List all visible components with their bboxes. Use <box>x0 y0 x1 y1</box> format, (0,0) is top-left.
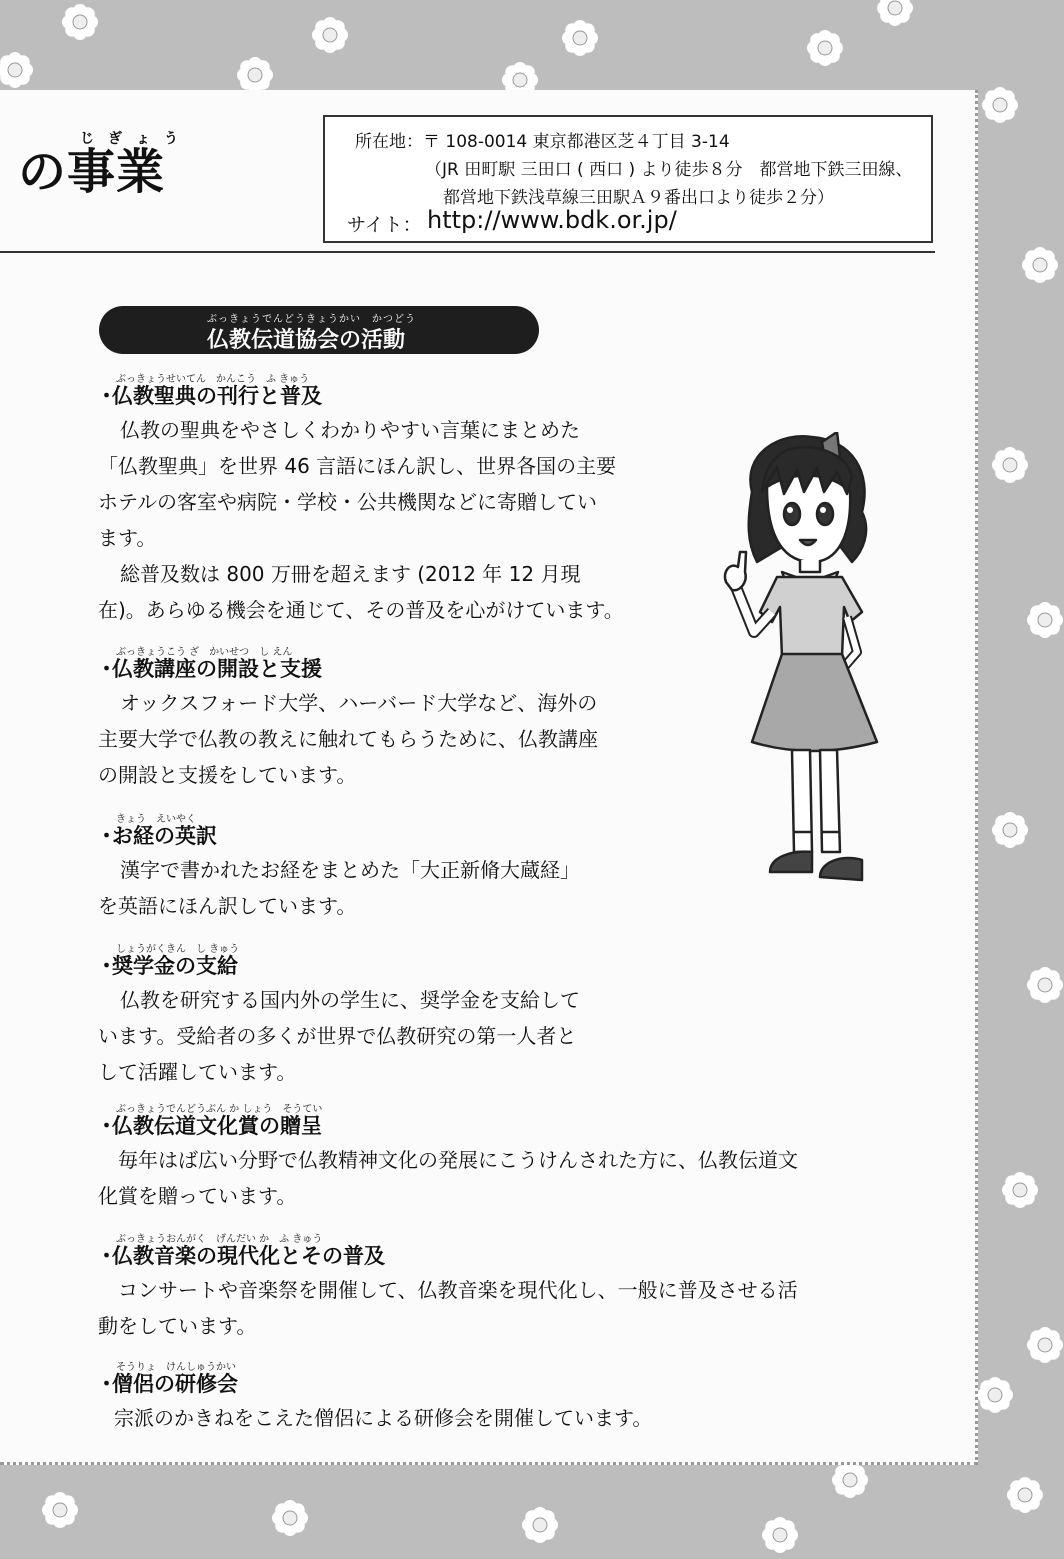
access-line: （JR 田町駅 三田口 ( 西口 ) より徒歩８分 都営地下鉄三田線、 <box>425 160 913 180</box>
site-link[interactable]: http://www.bdk.or.jp/ <box>427 206 677 234</box>
flower-icon <box>1023 963 1064 1007</box>
section-ruby: ぶっきょうでんどうきょうかい かつどう <box>207 314 416 325</box>
flower-icon <box>1018 243 1062 287</box>
item-heading: ・仏教聖典の刊行と普及 <box>96 384 322 408</box>
item-ruby: ぶっきょうおんがく げんだい か ふ きゅう <box>116 1234 323 1245</box>
section-title: 仏教伝道協会の活動 <box>207 328 406 353</box>
item-text-line: を英語にほん訳しています。 <box>98 894 357 918</box>
address-box <box>323 115 933 243</box>
flower-icon <box>803 26 847 70</box>
title-ruby: じぎょう <box>80 131 192 147</box>
item-text-line: ます。 <box>98 526 157 550</box>
item-ruby: そうりょ けんしゅうかい <box>116 1362 236 1373</box>
item-text-line: ホテルの客室や病院・学校・公共機関などに寄贈してい <box>98 490 597 514</box>
flower-icon <box>1023 598 1064 642</box>
page-title <box>18 131 192 200</box>
item-text-line: 漢字で書かれたお経をまとめた「大正新脩大蔵経」 <box>120 858 580 882</box>
item-text-line: 動をしています。 <box>98 1314 257 1338</box>
item-heading: ・仏教講座の開設と支援 <box>96 657 322 681</box>
flower-icon <box>308 13 352 57</box>
flower-icon <box>0 48 37 92</box>
flower-icon <box>1023 1323 1064 1367</box>
flower-icon <box>758 1513 802 1557</box>
item-text-line: 仏教の聖典をやさしくわかりやすい言葉にまとめた <box>120 418 580 442</box>
item-heading: ・お経の英訳 <box>96 824 217 848</box>
flower-icon <box>873 0 917 30</box>
item-text-line: して活躍しています。 <box>98 1060 297 1084</box>
item-heading: ・奨学金の支給 <box>96 954 238 978</box>
item-heading: ・仏教伝道文化賞の贈呈 <box>96 1114 322 1138</box>
site-label: サイト： <box>347 214 422 236</box>
title-text: の事業 <box>18 144 166 200</box>
item-text-line: 毎年はば広い分野で仏教精神文化の発展にこうけんされた方に、仏教伝道文 <box>118 1148 798 1172</box>
item-text-line: 総普及数は 800 万冊を超えます (2012 年 12 月現 <box>120 562 581 586</box>
item-text-line: オックスフォード大学、ハーバード大学など、海外の <box>120 691 598 715</box>
item-ruby: しょうがくきん し きゅう <box>116 944 240 955</box>
item-heading: ・僧侶の研修会 <box>96 1372 238 1396</box>
section-heading <box>99 306 539 354</box>
item-heading: ・仏教音楽の現代化とその普及 <box>96 1244 385 1268</box>
flower-icon <box>268 1496 312 1540</box>
flower-icon <box>1003 1473 1047 1517</box>
girl-illustration <box>712 432 902 902</box>
flower-icon <box>988 808 1032 852</box>
item-ruby: ぶっきょうでんどうぶん か しょう そうてい <box>116 1104 323 1115</box>
item-ruby: きょう えいやく <box>116 814 196 825</box>
item-text-line: 化賞を贈っています。 <box>98 1184 297 1208</box>
item-ruby: ぶっきょうせいてん かんこう ふ きゅう <box>116 374 310 385</box>
flower-icon <box>998 1168 1042 1212</box>
flower-icon <box>58 0 102 44</box>
flower-icon <box>973 1373 1017 1417</box>
item-text-line: の開設と支援をしています。 <box>98 763 357 787</box>
flower-icon <box>558 16 602 60</box>
header-divider <box>0 251 935 253</box>
flower-icon <box>518 1503 562 1547</box>
flower-icon <box>38 1488 82 1532</box>
item-text-line: います。受給者の多くが世界で仏教研究の第一人者と <box>98 1024 577 1048</box>
item-ruby: ぶっきょうこう ざ かいせつ し えん <box>116 647 293 658</box>
address-line: 所在地：〒 108-0014 東京都港区芝４丁目 3-14 <box>355 132 730 152</box>
flower-icon <box>978 83 1022 127</box>
access-line: 都営地下鉄浅草線三田駅Ａ９番出口より徒歩２分） <box>443 188 834 208</box>
item-text-line: 宗派のかきねをこえた僧侶による研修会を開催しています。 <box>114 1406 653 1430</box>
item-text-line: 仏教を研究する国内外の学生に、奨学金を支給して <box>120 988 580 1012</box>
item-text-line: コンサートや音楽祭を開催して、仏教音楽を現代化し、一般に普及させる活 <box>118 1278 798 1302</box>
flower-icon <box>988 443 1032 487</box>
item-text-line: 「仏教聖典」を世界 46 言語にほん訳し、世界各国の主要 <box>98 454 617 478</box>
item-text-line: 在)。あらゆる機会を通じて、その普及を心がけています。 <box>98 598 624 622</box>
item-text-line: 主要大学で仏教の教えに触れてもらうために、仏教講座 <box>98 727 598 751</box>
